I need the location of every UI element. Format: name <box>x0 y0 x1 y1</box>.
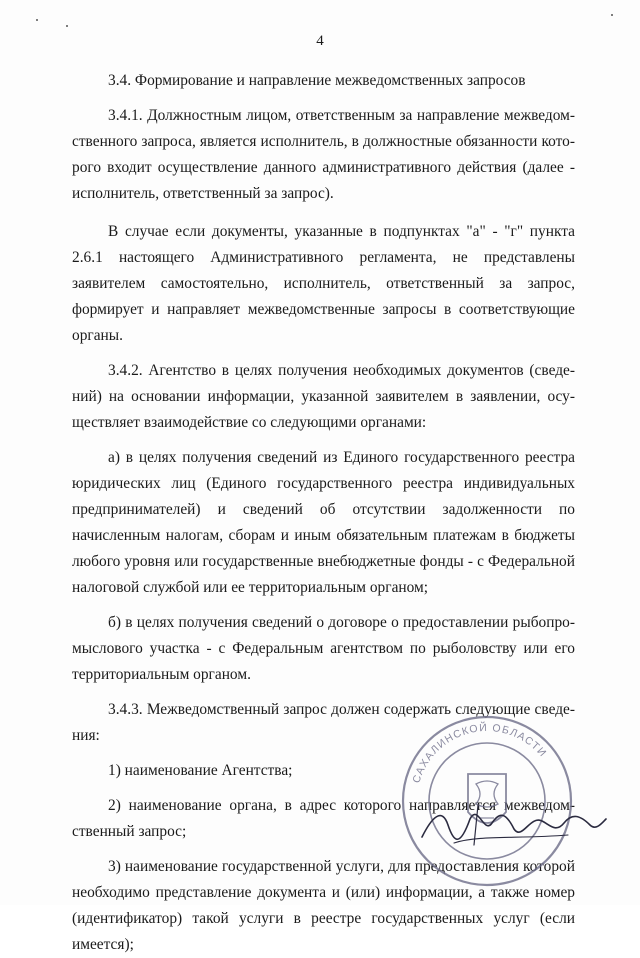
paragraph-3-4-1: 3.4.1. Должностным лицом, ответственным за направление межведомственного запроса, является исполнитель, в должностные обязанности которого входит осуществление данного административного действия (далее - исполнитель, ответственный за запрос). <box>72 107 575 202</box>
paragraph-3-4-3: 3.4.3. Межведомственный запрос должен содержать следующие сведения: <box>72 701 575 744</box>
paragraph-item-a: а) в целях получения сведений из Единого государственного реестра юридических лиц (Единого государственного реестра индивидуальных предпринимателей) и сведений об отсутствии задолженности по начисленным налогам, сборам и иным обязательным платежам в бюджеты любого уровня или государственные внебюджетные фонды - с Федеральной налоговой службой или ее территориальным органом; <box>72 449 575 596</box>
list-item-1: 1) наименование Агентства; <box>108 762 293 779</box>
page-number: 4 <box>316 33 324 49</box>
list-item-3: 3) наименование государственной услуги, для предоставления которой необходимо представление документа и (или) информации, а также номер (идентификатор) такой услуги в реестре государственных услуг (если имеется); <box>72 858 575 953</box>
paragraph-item-b: б) в целях получения сведений о договоре о предоставлении рыбопромыслового участка - с Федеральным агентством по рыболовству или его территориальным органом. <box>72 614 575 683</box>
section-heading: 3.4. Формирование и направление межведомственных запросов <box>108 72 526 89</box>
scan-speck <box>66 25 68 27</box>
list-item-2: 2) наименование органа, в адрес которого направляется межведомственный запрос; <box>72 797 575 840</box>
scan-speck <box>36 19 38 21</box>
paragraph-missing-documents: В случае если документы, указанные в подпунктах "а" - "г" пункта 2.6.1 настоящего Административного регламента, не представлены заявителем самостоятельно, исполнитель, ответственный за запрос, формирует и направляет межведомственные запросы в соответствующие органы. <box>72 223 575 344</box>
document-text <box>72 68 575 958</box>
paragraph-3-4-2: 3.4.2. Агентство в целях получения необходимых документов (сведений) на основании информации, указанной заявителем в заявлении, осуществляет взаимодействие со следующими органами: <box>72 362 575 431</box>
stamp-ring-text: САХАЛИНСКОЙ ОБЛАСТИ <box>410 721 550 785</box>
scan-speck <box>611 14 613 16</box>
